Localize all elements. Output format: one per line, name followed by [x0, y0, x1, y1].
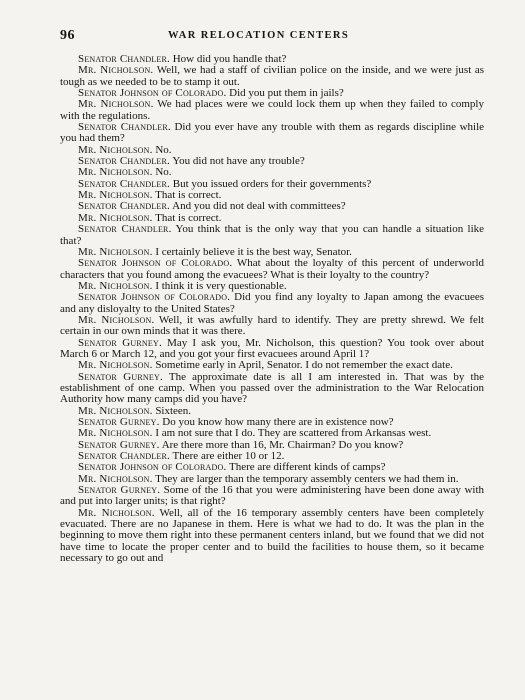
transcript-paragraph — [60, 224, 484, 247]
transcript-paragraph — [60, 485, 484, 508]
statement-text: Did you ever have any trouble with them as regards discipline while you had them? — [60, 121, 485, 145]
statement-text: What about the loyalty of this percent of underworld characters that you found among the evacuees? What is their loyalty to the country? — [60, 257, 485, 281]
speaker-name: Senator Chandler. — [78, 177, 170, 190]
speaker-name: Mr. Nicholson. — [78, 279, 153, 292]
statement-text: I think it is very questionable. — [155, 279, 287, 292]
speaker-name: Senator Chandler. — [78, 53, 170, 65]
transcript-paragraph — [60, 508, 484, 565]
statement-text: Do you know how many there are in existence now? — [162, 416, 394, 428]
statement-text: I am not sure that I do. They are scattered from Arkansas west. — [155, 427, 432, 440]
statement-text: But you issued orders for their governments? — [172, 177, 372, 190]
running-title: WAR RELOCATION CENTERS — [168, 30, 350, 41]
statement-text: Some of the 16 that you were administering have been done away with and put into larger units; is that right? — [60, 484, 485, 508]
statement-text: No. — [155, 143, 172, 156]
statement-text: Sixteen. — [155, 404, 192, 417]
transcript-paragraph — [60, 338, 484, 361]
speaker-name: Senator Chandler. — [78, 155, 170, 168]
speaker-name: Mr. Nicholson. — [78, 359, 153, 372]
statement-text: No. — [155, 166, 172, 179]
speaker-name: Senator Johnson of Colorado. — [78, 461, 227, 474]
statement-text: And you did not deal with committees? — [172, 200, 346, 213]
speaker-name: Mr. Nicholson. — [78, 313, 155, 326]
speaker-name: Senator Chandler. — [78, 223, 172, 236]
statement-text: Did you put them in jails? — [229, 87, 344, 100]
statement-text: Sometime early in April, Senator. I do not remember the exact date. — [155, 359, 453, 372]
transcript-paragraph — [60, 292, 484, 315]
transcript-paragraph — [60, 372, 484, 406]
statement-text: Well, all of the 16 temporary assembly centers have been completely evacuated. There are no Japanese in them. Here is what we had to do. It was the plan in the beginning to move them right into these permanent centers inland, but we found that we did not have time to locate the proper center and to build the facilities to house them, so it became necessary to go out and — [60, 506, 484, 565]
statement-text: You think that is the only way that you can handle a situation like that? — [60, 223, 485, 247]
speaker-name: Senator Gurney. — [78, 416, 160, 428]
speaker-name: Senator Johnson of Colorado. — [78, 291, 231, 304]
statement-text: I certainly believe it is the best way, Senator. — [155, 245, 352, 258]
transcript-paragraph — [60, 99, 484, 122]
statement-text: That is correct. — [155, 189, 222, 202]
transcript-paragraph — [60, 65, 484, 88]
speaker-name: Senator Chandler. — [78, 200, 170, 213]
transcript-paragraph — [60, 122, 484, 145]
speaker-name: Senator Gurney. — [78, 484, 161, 497]
statement-text: That is correct. — [155, 211, 222, 224]
speaker-name: Senator Johnson of Colorado. — [78, 257, 233, 270]
speaker-name: Senator Johnson of Colorado. — [78, 87, 227, 100]
speaker-name: Mr. Nicholson. — [78, 404, 153, 417]
speaker-name: Mr. Nicholson. — [78, 64, 154, 77]
speaker-name: Senator Chandler. — [78, 450, 170, 463]
statement-text: There are different kinds of camps? — [228, 461, 386, 474]
statement-text: May I ask you, Mr. Nicholson, this question? You took over about March 6 or March 12, and you got your first evacuees around April 1? — [60, 336, 484, 360]
speaker-name: Mr. Nicholson. — [78, 211, 153, 224]
transcript-paragraph — [60, 258, 484, 281]
speaker-name: Senator Chandler. — [78, 121, 171, 134]
statement-text: You did not have any trouble? — [172, 155, 305, 168]
speaker-name: Mr. Nicholson. — [78, 166, 153, 179]
transcript-body — [60, 54, 484, 564]
statement-text: How did you handle that? — [172, 53, 287, 65]
statement-text: There are either 10 or 12. — [172, 450, 285, 463]
speaker-name: Mr. Nicholson. — [78, 189, 153, 202]
speaker-name: Senator Gurney. — [78, 370, 163, 383]
speaker-name: Mr. Nicholson. — [78, 506, 155, 519]
speaker-name: Mr. Nicholson. — [78, 98, 154, 111]
page-header — [60, 28, 485, 44]
statement-text: Are there more than 16, Mr. Chairman? Do you know? — [161, 438, 404, 451]
page-number: 96 — [60, 28, 75, 43]
speaker-name: Mr. Nicholson. — [78, 472, 153, 485]
speaker-name: Senator Gurney. — [78, 336, 162, 349]
statement-text: They are larger than the temporary assembly centers we had them in. — [155, 472, 459, 485]
speaker-name: Senator Gurney. — [78, 438, 160, 451]
statement-text: We had places were we could lock them up when they failed to comply with the regulations. — [60, 98, 484, 122]
statement-text: Well, we had a staff of civilian police on the inside, and we were just as tough as we needed to be to stamp it out. — [60, 64, 484, 88]
statement-text: Did you find any loyalty to Japan among the evacuees and any disloyalty to the United States? — [60, 291, 484, 315]
speaker-name: Mr. Nicholson. — [78, 245, 153, 258]
speaker-name: Mr. Nicholson. — [78, 427, 153, 440]
transcript-paragraph — [60, 315, 484, 338]
statement-text: The approximate date is all I am interested in. That was by the establishment of one camp. When you passed over the administration to the War Relocation Authority how many camps did you have? — [60, 370, 484, 406]
speaker-name: Mr. Nicholson. — [78, 143, 153, 156]
statement-text: Well, it was awfully hard to identify. They are pretty shrewd. We felt certain in our own minds that it was there. — [60, 313, 484, 338]
